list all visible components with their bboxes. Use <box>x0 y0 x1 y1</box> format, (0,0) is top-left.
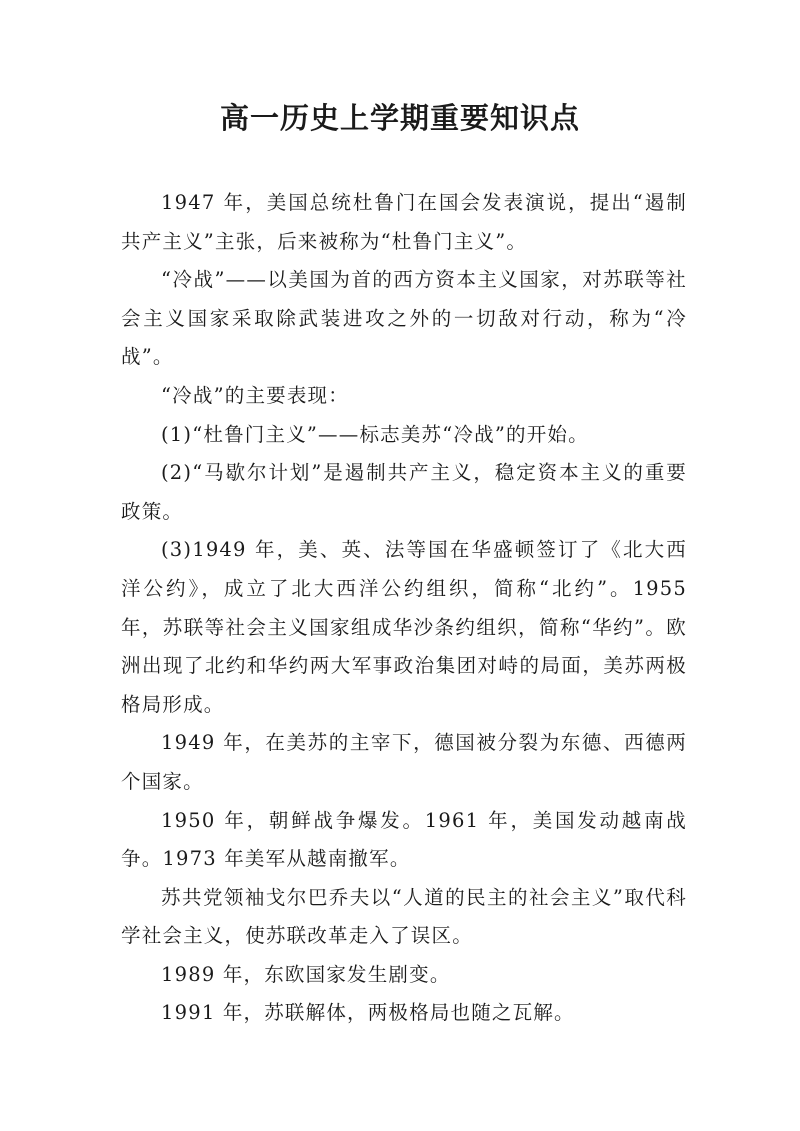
document-title: 高一历史上学期重要知识点 <box>219 101 580 135</box>
paragraph-item-2: (2)“马歇尔计划”是遏制共产主义，稳定资本主义的重要政策。 <box>121 461 687 523</box>
paragraph-cold-war-definition: “冷战”——以美国为首的西方资本主义国家，对苏联等社会主义国家采取除武装进攻之外的一切敌对行动，称为“冷战”。 <box>121 268 687 369</box>
paragraph-germany-division: 1949 年，在美苏的主宰下，德国被分裂为东德、西德两个国家。 <box>121 731 687 793</box>
paragraph-item-3: (3)1949 年，美、英、法等国在华盛顿签订了《北大西洋公约》，成立了北大西洋公约组织，简称“北约”。1955 年，苏联等社会主义国家组成华沙条约组织，简称“华约”。欧洲出现了北约和华约两大军事政治集团对峙的局面，美苏两极格局形成。 <box>121 538 687 716</box>
document-body <box>121 184 687 1033</box>
paragraph-gorbachev-reform: 苏共党领袖戈尔巴乔夫以“人道的民主的社会主义”取代科学社会主义，使苏联改革走入了误区。 <box>121 885 687 948</box>
paragraph-korean-vietnam-wars: 1950 年，朝鲜战争爆发。1961 年，美国发动越南战争。1973 年美军从越南撤军。 <box>121 808 687 871</box>
paragraph-eastern-europe-upheaval: 1989 年，东欧国家发生剧变。 <box>161 962 451 986</box>
paragraph-truman-doctrine: 1947 年，美国总统杜鲁门在国会发表演说，提出“遏制共产主义”主张，后来被称为“杜鲁门主义”。 <box>121 191 687 253</box>
paragraph-cold-war-manifestations-heading: “冷战”的主要表现： <box>161 383 349 407</box>
paragraph-item-1: (1)“杜鲁门主义”——标志美苏“冷战”的开始。 <box>161 422 589 446</box>
paragraph-soviet-dissolution: 1991 年，苏联解体，两极格局也随之瓦解。 <box>161 1001 575 1025</box>
